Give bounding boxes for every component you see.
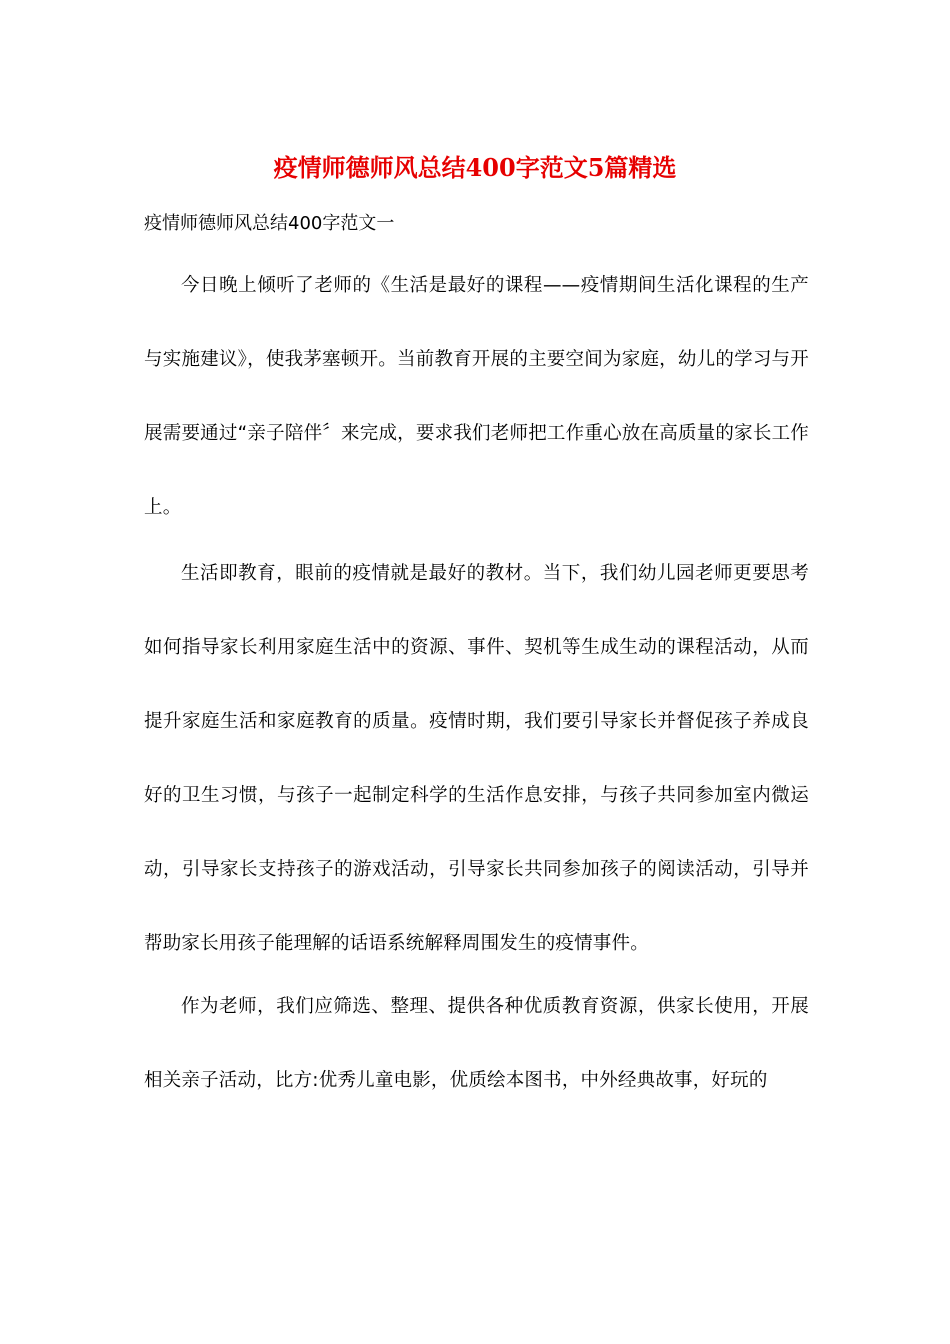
section-heading: 疫情师德师风总结400字范文一 (144, 213, 395, 234)
body-paragraph-1: 今日晚上倾听了老师的《生活是最好的课程——疫情期间生活化课程的生产与实施建议》，使我茅塞顿开。当前教育开展的主要空间为家庭，幼儿的学习与开展需要通过“亲子陪伴〞来完成，要求我们老师把工作重心放在高质量的家长工作上。 (144, 275, 809, 518)
body-paragraph-2: 生活即教育，眼前的疫情就是最好的教材。当下，我们幼儿园老师更要思考如何指导家长利用家庭生活中的资源、事件、契机等生成生动的课程活动，从而提升家庭生活和家庭教育的质量。疫情时期，我们要引导家长并督促孩子养成良好的卫生习惯，与孩子一起制定科学的生活作息安排，与孩子共同参加室内微运动，引导家长支持孩子的游戏活动，引导家长共同参加孩子的阅读活动，引导并帮助家长用孩子能理解的话语系统解释周围发生的疫情事件。 (144, 563, 809, 954)
body-paragraph-3: 作为老师，我们应筛选、整理、提供各种优质教育资源，供家长使用，开展相关亲子活动，比方:优秀儿童电影，优质绘本图书，中外经典故事，好玩的 (144, 996, 809, 1091)
document-title: 疫情师德师风总结400字范文5篇精选 (273, 153, 677, 182)
